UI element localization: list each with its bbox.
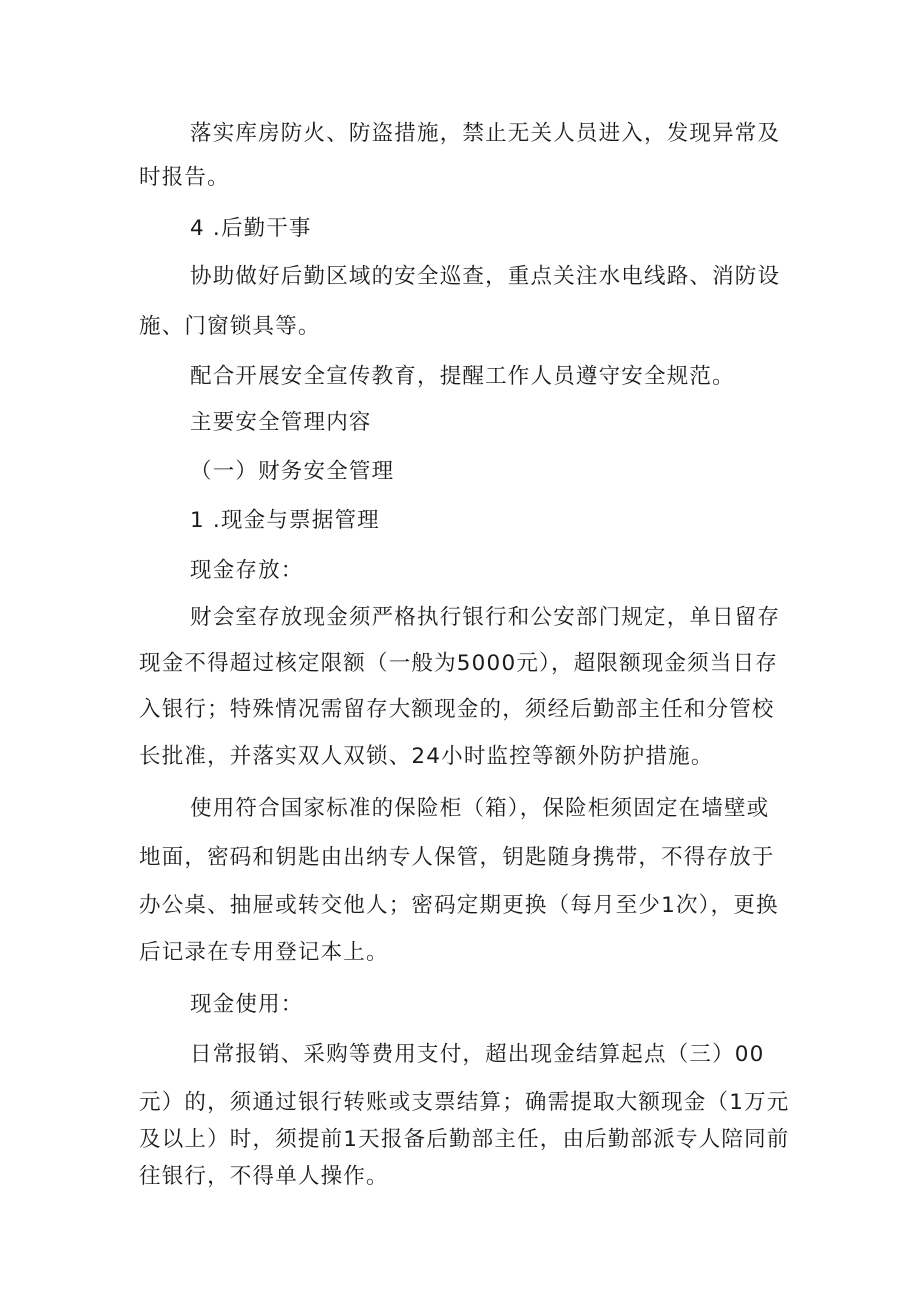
paragraph-line: 往银行，不得单人操作。	[139, 1164, 389, 1189]
paragraph-line: 财会室存放现金须严格执行银行和公安部门规定，单日留存	[190, 605, 781, 630]
paragraph-line: 配合开展安全宣传教育，提醒工作人员遵守安全规范。	[190, 364, 735, 389]
paragraph-line: 办公桌、抽屉或转交他人；密码定期更换（每月至少1次），更换	[139, 893, 779, 918]
paragraph-line: 元）的，须通过银行转账或支票结算；确需提取大额现金（1万元	[139, 1090, 790, 1115]
paragraph-line: 地面，密码和钥匙由出纳专人保管，钥匙随身携带，不得存放于	[139, 845, 775, 870]
paragraph-line: 协助做好后勤区域的安全巡查，重点关注水电线路、消防设	[190, 264, 781, 289]
paragraph-line: 使用符合国家标准的保险柜（箱），保险柜须固定在墙壁或	[190, 796, 770, 821]
paragraph-line: 入银行；特殊情况需留存大额现金的，须经后勤部主任和分管校	[139, 697, 775, 722]
paragraph-line: 现金不得超过核定限额（一般为5000元），超限额现金须当日存	[139, 651, 778, 676]
section-heading: 1 .现金与票据管理	[190, 508, 380, 533]
section-heading: 现金使用：	[190, 992, 304, 1017]
paragraph-line: 后记录在专用登记本上。	[139, 940, 389, 965]
paragraph-line: 长批准，并落实双人双锁、24小时监控等额外防护措施。	[139, 744, 714, 769]
paragraph-line: 时报告。	[139, 165, 230, 190]
section-heading: 4 .后勤干事	[190, 216, 312, 241]
section-heading: 现金存放：	[190, 558, 304, 583]
paragraph-line: 落实库房防火、防盗措施，禁止无关人员进入，发现异常及	[190, 121, 781, 146]
paragraph-line: 日常报销、采购等费用支付，超出现金结算起点（三）00	[190, 1042, 765, 1067]
paragraph-line: 施、门窗锁具等。	[139, 314, 321, 339]
section-heading: （一）财务安全管理	[190, 459, 395, 484]
paragraph-line: 及以上）时，须提前1天报备后勤部主任，由后勤部派专人陪同前	[139, 1127, 790, 1152]
section-heading: 主要安全管理内容	[190, 410, 372, 435]
